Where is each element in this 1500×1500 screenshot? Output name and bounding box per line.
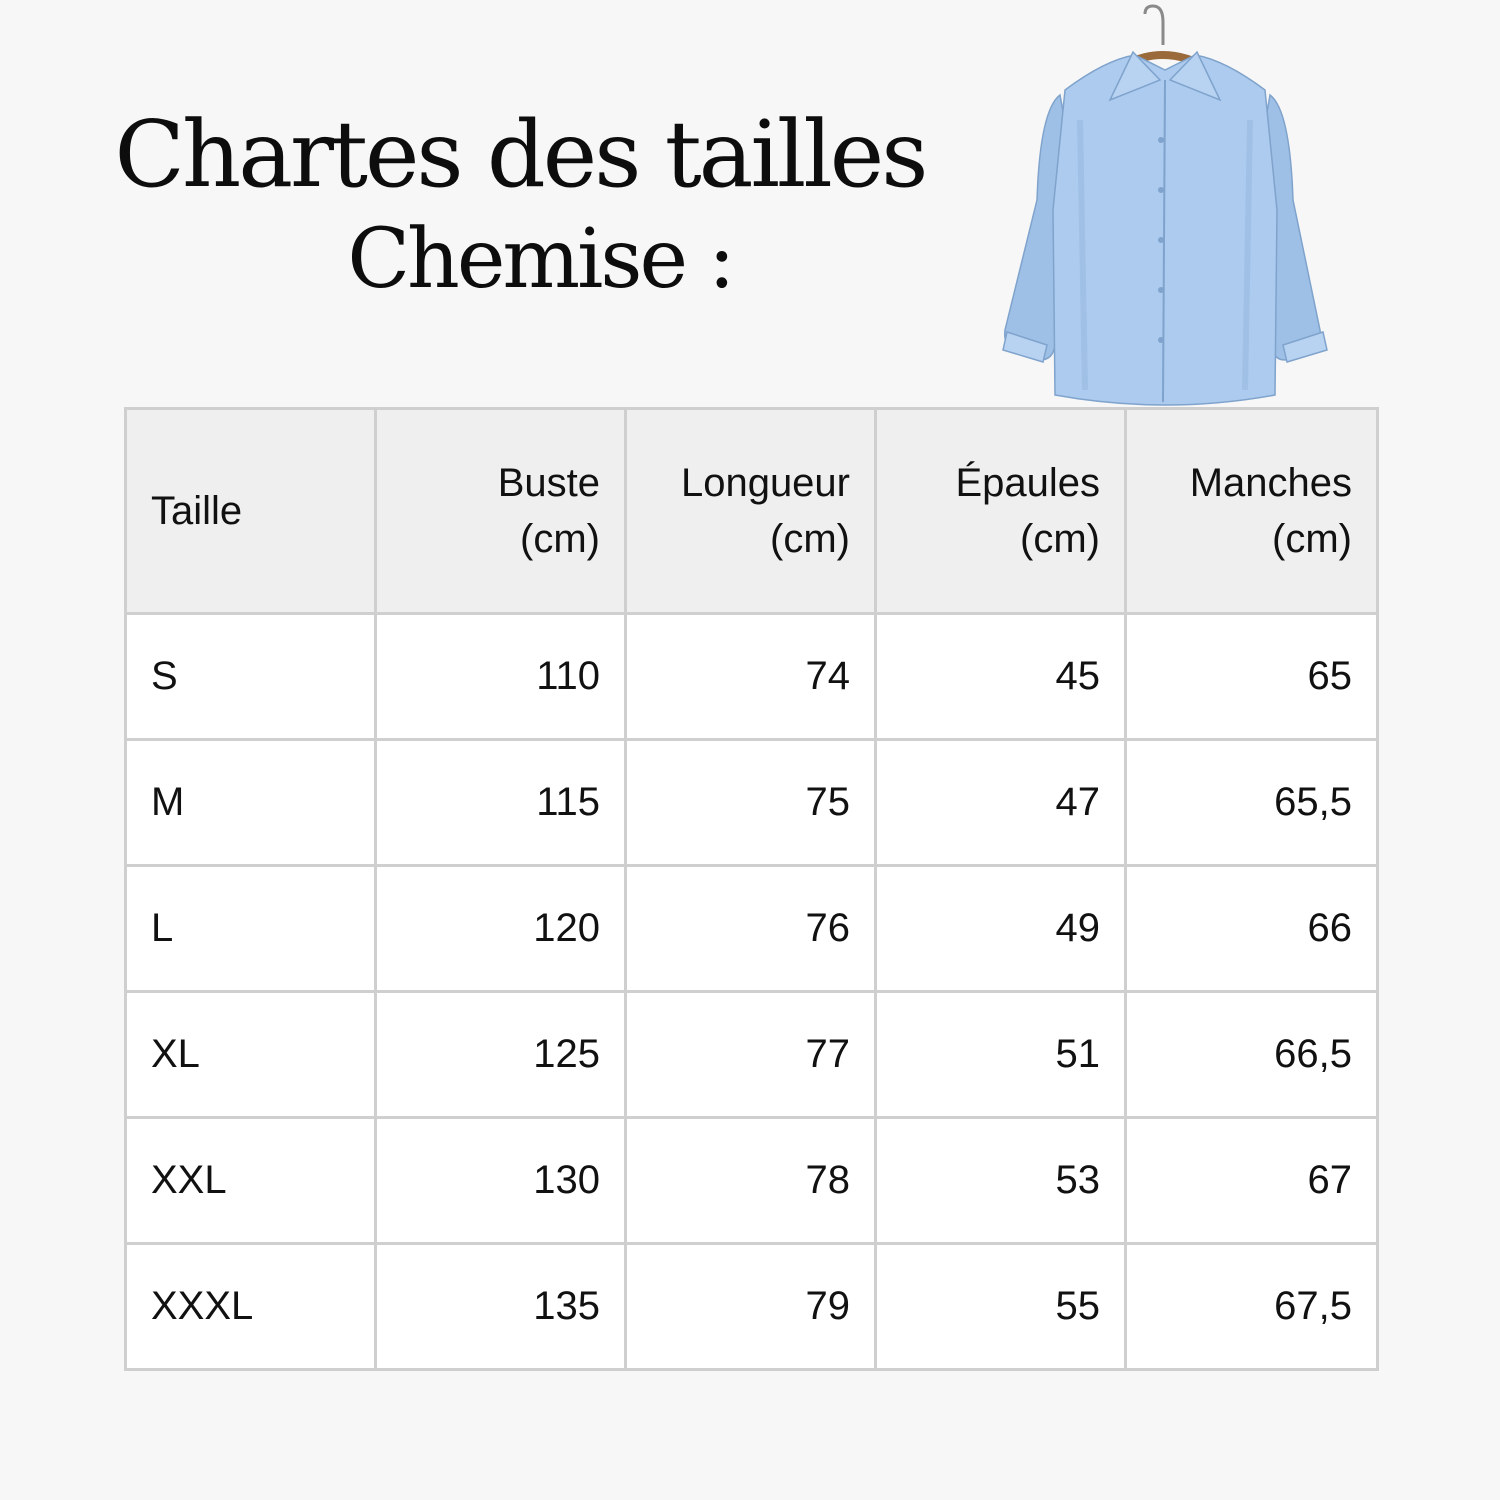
- buste-cell: 130: [376, 1118, 626, 1244]
- manches-cell: 65: [1126, 614, 1378, 740]
- header-unit: (cm): [1272, 517, 1352, 561]
- size-cell: XL: [126, 992, 376, 1118]
- epaules-cell: 49: [876, 866, 1126, 992]
- header-buste: [376, 409, 626, 614]
- table-row: [126, 614, 1378, 740]
- title-line-1: Chartes des tailles: [114, 101, 926, 208]
- epaules-cell: 53: [876, 1118, 1126, 1244]
- header-unit: (cm): [520, 517, 600, 561]
- header-label: Taille: [151, 489, 243, 533]
- longueur-cell: 75: [626, 740, 876, 866]
- buste-cell: 125: [376, 992, 626, 1118]
- page-title: [60, 100, 980, 310]
- size-cell: S: [126, 614, 376, 740]
- size-cell: M: [126, 740, 376, 866]
- header-unit: (cm): [1020, 517, 1100, 561]
- table-row: [126, 1118, 1378, 1244]
- table-row: [126, 1244, 1378, 1370]
- size-cell: L: [126, 866, 376, 992]
- size-cell: XXL: [126, 1118, 376, 1244]
- header-row: [126, 409, 1378, 614]
- epaules-cell: 45: [876, 614, 1126, 740]
- table-row: [126, 992, 1378, 1118]
- buste-cell: 110: [376, 614, 626, 740]
- longueur-cell: 74: [626, 614, 876, 740]
- header-label: Buste: [497, 461, 600, 505]
- longueur-cell: 77: [626, 992, 876, 1118]
- manches-cell: 66: [1126, 866, 1378, 992]
- size-cell: XXXL: [126, 1244, 376, 1370]
- epaules-cell: 51: [876, 992, 1126, 1118]
- epaules-cell: 47: [876, 740, 1126, 866]
- manches-cell: 67,5: [1126, 1244, 1378, 1370]
- title-line-2: Chemise :: [347, 212, 733, 307]
- table-row: [126, 740, 1378, 866]
- epaules-cell: 55: [876, 1244, 1126, 1370]
- header-manches: [1126, 409, 1378, 614]
- longueur-cell: 76: [626, 866, 876, 992]
- shirt-hanger-icon: [985, 0, 1345, 410]
- header-label: Épaules: [955, 461, 1100, 505]
- manches-cell: 65,5: [1126, 740, 1378, 866]
- buste-cell: 135: [376, 1244, 626, 1370]
- table-row: [126, 866, 1378, 992]
- header-epaules: [876, 409, 1126, 614]
- buste-cell: 120: [376, 866, 626, 992]
- manches-cell: 66,5: [1126, 992, 1378, 1118]
- header-label: Manches: [1189, 461, 1352, 505]
- longueur-cell: 78: [626, 1118, 876, 1244]
- header-longueur: [626, 409, 876, 614]
- header-unit: (cm): [770, 517, 850, 561]
- buste-cell: 115: [376, 740, 626, 866]
- longueur-cell: 79: [626, 1244, 876, 1370]
- manches-cell: 67: [1126, 1118, 1378, 1244]
- header-taille: [126, 409, 376, 614]
- size-table: [124, 407, 1379, 1371]
- header-label: Longueur: [680, 461, 850, 505]
